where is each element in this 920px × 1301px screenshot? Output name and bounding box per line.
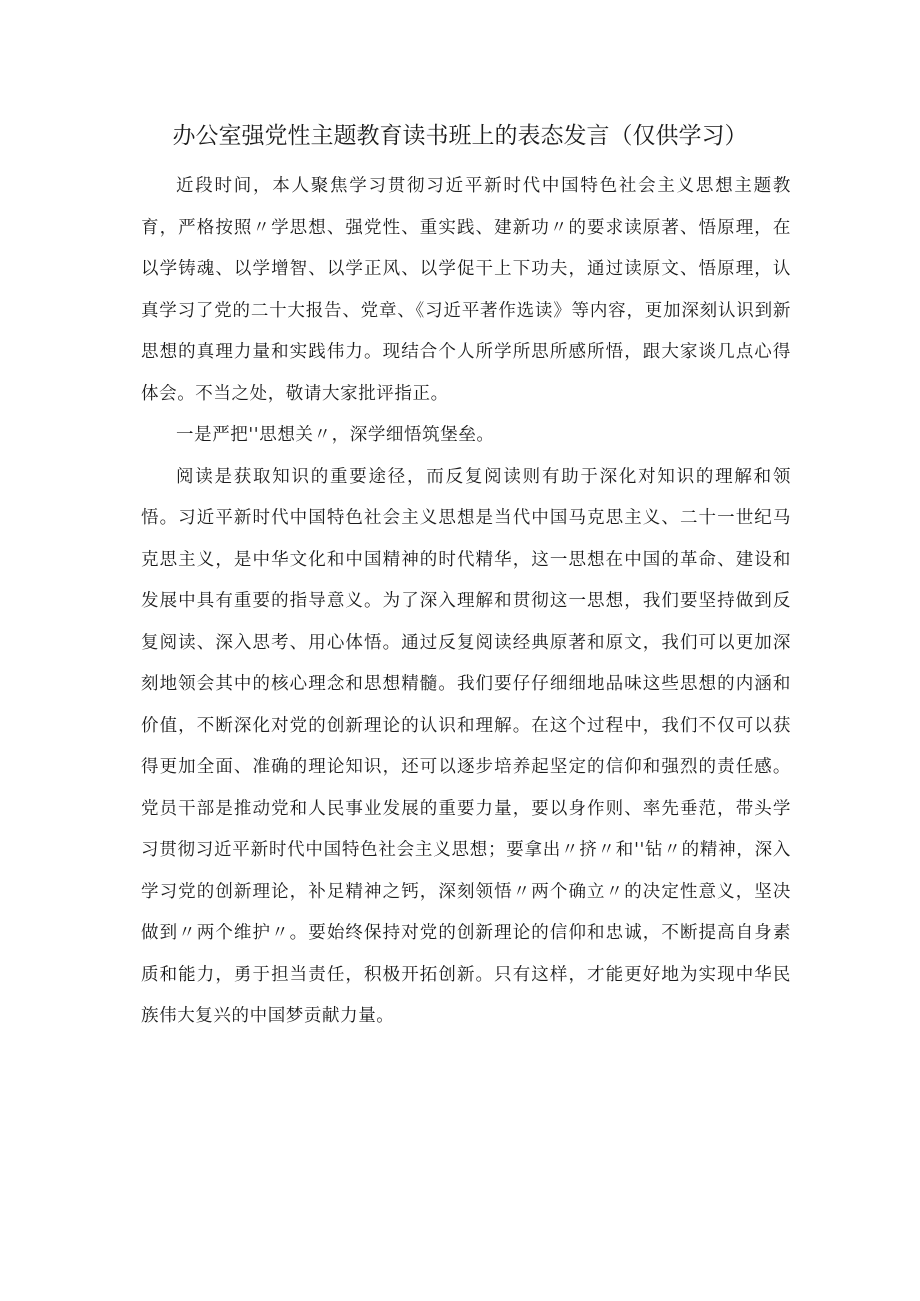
document-title: 办公室强党性主题教育读书班上的表态发言（仅供学习） [172,123,748,149]
paragraph-heading-1: 一是严把''思想关〃，深学细悟筑堡垒。 [176,425,495,445]
document-body [141,166,791,1038]
paragraph-intro: 近段时间，本人聚焦学习贯彻习近平新时代中国特色社会主义思想主题教育，严格按照〃学思想、强党性、重实践、建新功〃的要求读原著、悟原理，在以学铸魂、以学增智、以学正风、以学促干上下功夫，通过读原文、悟原理，认真学习了党的二十大报告、党章、《习近平著作选读》等内容，更加深刻认识到新思想的真理力量和实践伟力。现结合个人所学所思所感所悟，跟大家谈几点心得体会。不当之处，敬请大家批评指正。 [141,176,791,404]
paragraph-body-1: 阅读是获取知识的重要途径，而反复阅读则有助于深化对知识的理解和领悟。习近平新时代中国特色社会主义思想是当代中国马克思主义、二十一世纪马克思主义，是中华文化和中国精神的时代精华，这一思想在中国的革命、建设和发展中具有重要的指导意义。为了深入理解和贯彻这一思想，我们要坚持做到反复阅读、深入思考、用心体悟。通过反复阅读经典原著和原文，我们可以更加深刻地领会其中的核心理念和思想精髓。我们要仔仔细细地品味这些思想的内涵和价值，不断深化对党的创新理论的认识和理解。在这个过程中，我们不仅可以获得更加全面、准确的理论知识，还可以逐步培养起坚定的信仰和强烈的责任感。党员干部是推动党和人民事业发展的重要力量，要以身作则、率先垂范，带头学习贯彻习近平新时代中国特色社会主义思想；要拿出〃挤〃和''钻〃的精神，深入学习党的创新理论，补足精神之钙，深刻领悟〃两个确立〃的决定性意义，坚决做到〃两个维护〃。要始终保持对党的创新理论的信仰和忠诚，不断提高自身素质和能力，勇于担当责任，积极开拓创新。只有这样，才能更好地为实现中华民族伟大复兴的中国梦贡献力量。 [141,466,791,1026]
